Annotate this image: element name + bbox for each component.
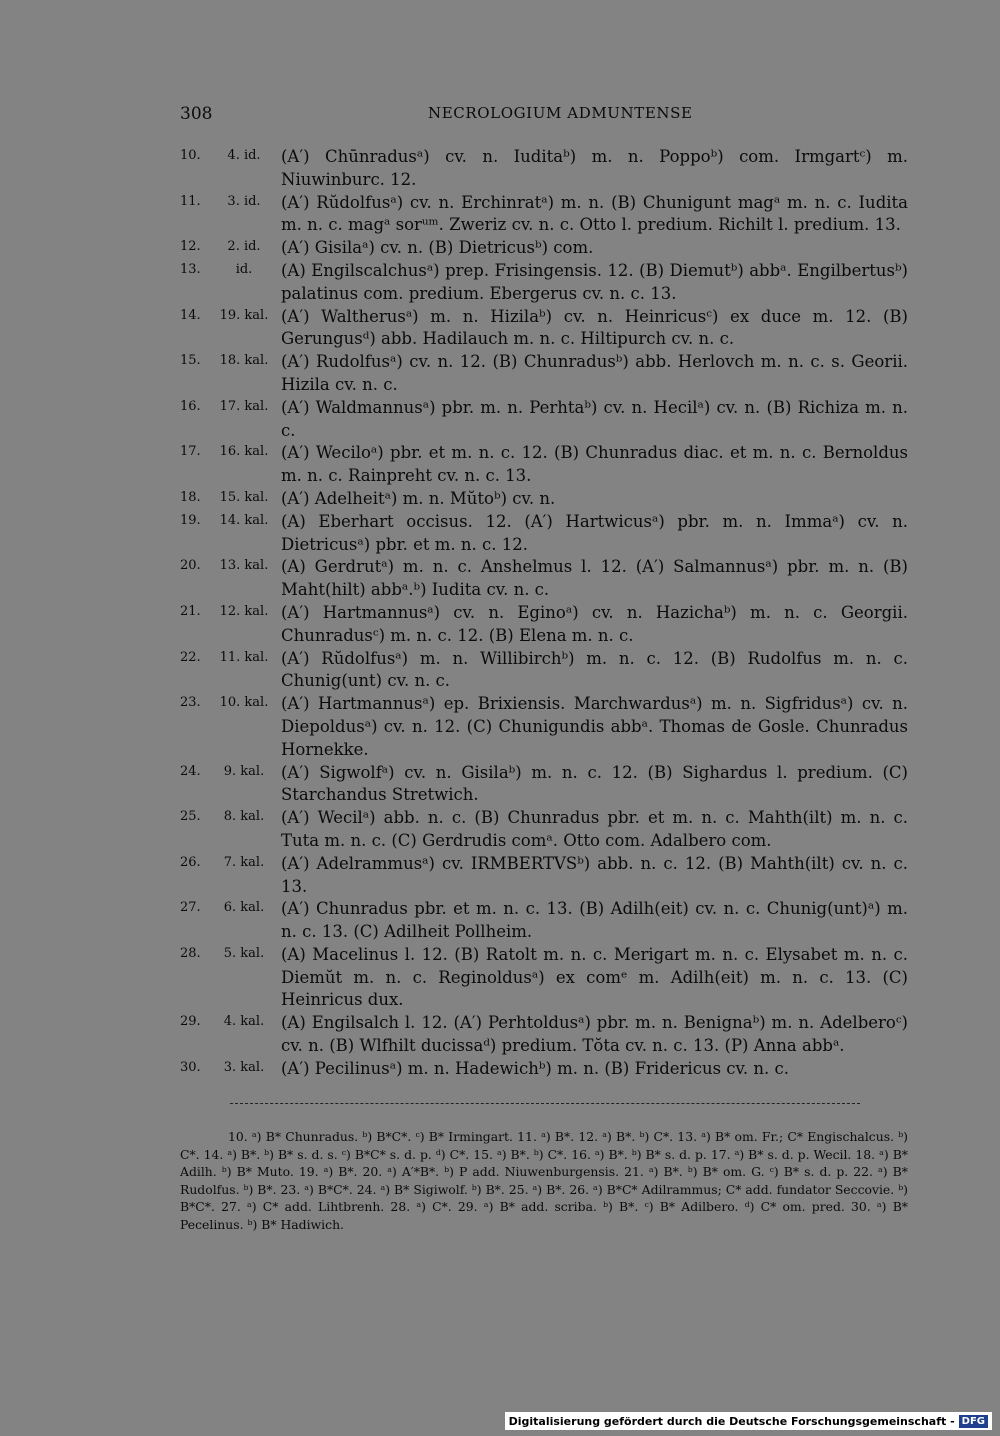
entry-roman-date: 14. kal. [219, 512, 269, 528]
entry-text: (A′) Rŭdolfusᵃ) cv. n. Erchinratᵃ) m. n. (B) Chunigunt magᵃ m. n. c. Iudita m. n. c. magᵃ sorᵘᵐ. Zweriz cv. n. c. Otto l. predium. Richilt l. predium. 13. [281, 192, 908, 235]
entry-row [180, 192, 908, 238]
entry-text: (A′) Rudolfusᵃ) cv. n. 12. (B) Chunradusᵇ) abb. Herlovch m. n. c. s. Georii. Hizila cv. n. c. [281, 352, 908, 394]
entry-roman-date: 17. kal. [219, 398, 269, 414]
entry-roman-date: id. [235, 261, 253, 277]
entry-row [180, 762, 908, 808]
footnote-paragraph: 10. ᵃ) B* Chunradus. ᵇ) B*C*. ᶜ) B* Irmingart. 11. ᵃ) B*. 12. ᵃ) B*. ᵇ) C*. 13. ᵃ) B* om. Fr.; C* Engischalcus. ᵇ) C*. 14. ᵃ) B*. ᵇ) B* s. d. s. ᶜ) B*C* s. d. p. ᵈ) C*. 15. ᵃ) B*. ᵇ) C*. 16. ᵃ) B*. ᵇ) B* s. d. p. 17. ᵃ) B* s. d. p. Wecil. 18. ᵃ) B* Adilh. ᵇ) B* Muto. 19. ᵃ) B*. 20. ᵃ) A′*B*. ᵇ) P add. Niuwenburgensis. 21. ᵃ) B*. ᵇ) B* om. G. ᶜ) B* s. d. p. 22. ᵃ) B* Rudolfus. ᵇ) B*. 23. ᵃ) B*C*. 24. ᵃ) B* Sigiwolf. ᵇ) B*. 25. ᵃ) B*. 26. ᵃ) B*C* Adilrammus; C* add. fundator Seccovie. ᵇ) B*C*. 27. ᵃ) C* add. Lihtbrenh. 28. ᵃ) C*. 29. ᵃ) B* add. scriba. ᵇ) B*. ᶜ) B* Adilbero. ᵈ) C* om. pred. 30. ᵃ) B* Pecelinus. ᵇ) B* Hadiwich. [180, 1129, 908, 1232]
entry-row [180, 511, 908, 557]
entry-day-number: 28. [180, 945, 201, 961]
entry-row [180, 351, 908, 397]
entry-text: (A′) Wecilᵃ) abb. n. c. (B) Chunradus pbr. et m. n. c. Mahth(ilt) m. n. c. Tuta m. n. c. (C) Gerdrudis comᵃ. Otto com. Adalbero com. [281, 808, 908, 850]
entry-roman-date: 3. kal. [223, 1059, 265, 1075]
entry-roman-date: 7. kal. [223, 854, 265, 870]
entry-row [180, 260, 908, 306]
necrology-entries [180, 146, 908, 1081]
entry-text: (A) Engilscalchusᵃ) prep. Frisingensis. 12. (B) Diemutᵇ) abbᵃ. Engilbertusᵇ) palatinus com. predium. Ebergerus cv. n. c. 13. [281, 260, 908, 303]
entry-text: (A′) Hartmannusᵃ) cv. n. Eginoᵃ) cv. n. Hazichaᵇ) m. n. c. Georgii. Chunradusᶜ) m. n. c. 12. (B) Elena m. n. c. [281, 602, 908, 645]
entry-day-number: 11. [180, 193, 201, 209]
entry-roman-date: 4. kal. [223, 1014, 265, 1030]
entry-row [180, 853, 908, 899]
entry-day-number: 10. [180, 148, 201, 163]
entry-roman-date: 13. kal. [219, 558, 269, 574]
entry-row [180, 944, 908, 1012]
entry-roman-date: 3. id. [227, 193, 261, 209]
entry-text: (A) Eberhart occisus. 12. (A′) Hartwicusᵃ) pbr. m. n. Immaᵃ) cv. n. Dietricusᵃ) pbr. et m. n. c. 12. [281, 511, 908, 554]
entry-day-number: 22. [180, 649, 201, 665]
entry-text: (A′) Weciloᵃ) pbr. et m. n. c. 12. (B) Chunradus diac. et m. n. c. Bernoldus m. n. c. Rainpreht cv. n. c. 13. [281, 443, 908, 486]
footer-credit[interactable] [505, 1412, 992, 1430]
entry-roman-date: 15. kal. [219, 489, 269, 505]
entry-roman-date: 8. kal. [223, 809, 265, 825]
entry-row [180, 237, 908, 260]
entry-roman-date: 10. kal. [219, 695, 269, 711]
entry-row [180, 693, 908, 761]
entry-text: (A) Gerdrutᵃ) m. n. c. Anshelmus l. 12. (A′) Salmannusᵃ) pbr. m. n. (B) Maht(hilt) abbᵃ.ᵇ) Iudita cv. n. c. [281, 557, 908, 600]
entry-day-number: 29. [180, 1014, 201, 1030]
entry-day-number: 21. [180, 603, 201, 619]
entry-roman-date: 5. kal. [223, 945, 265, 961]
entry-day-number: 12. [180, 239, 201, 255]
entry-day-number: 20. [180, 558, 201, 574]
entry-text: (A′) Adelrammusᵃ) cv. IRMBERTVSᵇ) abb. n. c. 12. (B) Mahth(ilt) cv. n. c. 13. [281, 853, 908, 896]
entry-text: (A) Macelinus l. 12. (B) Ratolt m. n. c. Merigart m. n. c. Elysabet m. n. c. Diemŭt m. n. c. Reginoldusᵃ) ex comᵉ m. Adilh(eit) m. n. c. 13. (C) Heinricus dux. [281, 944, 908, 1010]
page-number: 308 [180, 104, 213, 124]
entry-day-number: 16. [180, 398, 201, 414]
entry-row [180, 306, 908, 352]
entry-roman-date: 6. kal. [223, 900, 265, 916]
entry-row [180, 146, 908, 192]
entry-day-number: 18. [180, 489, 201, 505]
entry-day-number: 30. [180, 1059, 201, 1075]
entry-row [180, 397, 908, 443]
entry-row [180, 1058, 908, 1081]
entry-row [180, 442, 908, 488]
entry-day-number: 13. [180, 261, 201, 277]
entry-day-number: 25. [180, 809, 201, 825]
entry-day-number: 15. [180, 353, 201, 369]
footer-credit-text: Digitalisierung gefördert durch die Deutsche Forschungsgemeinschaft - [508, 1414, 955, 1428]
entry-text: (A′) Sigwolfᵃ) cv. n. Gisilaᵇ) m. n. c. 12. (B) Sighardus l. predium. (C) Starchandus Stretwich. [281, 762, 908, 805]
entry-text: (A′) Chūnradusᵃ) cv. n. Iuditaᵇ) m. n. Poppoᵇ) com. Irmgartᶜ) m. Niuwinburc. 12. [281, 147, 908, 189]
entry-text: (A′) Rŭdolfusᵃ) m. n. Willibirchᵇ) m. n. c. 12. (B) Rudolfus m. n. c. Chunig(unt) cv. n. c. [281, 648, 908, 691]
entry-text: (A′) Waltherusᵃ) m. n. Hizilaᵇ) cv. n. Heinricusᶜ) ex duce m. 12. (B) Gerungusᵈ) abb. Hadilauch m. n. c. Hiltipurch cv. n. c. [281, 306, 908, 349]
entry-row [180, 898, 908, 944]
entry-day-number: 14. [180, 307, 201, 323]
entry-row [180, 556, 908, 602]
entry-roman-date: 4. id. [227, 148, 261, 163]
entry-row [180, 807, 908, 853]
entry-text: (A′) Adelheitᵃ) m. n. Mŭtoᵇ) cv. n. [281, 488, 556, 508]
entry-row [180, 648, 908, 694]
footnote-divider [230, 1103, 860, 1104]
entry-roman-date: 12. kal. [219, 603, 269, 619]
running-header [180, 104, 905, 126]
entry-text: (A′) Pecilinusᵃ) m. n. Hadewichᵇ) m. n. (B) Fridericus cv. n. c. [281, 1058, 789, 1078]
entry-row [180, 1012, 908, 1058]
entry-day-number: 19. [180, 512, 201, 528]
entry-text: (A′) Waldmannusᵃ) pbr. m. n. Perhtaᵇ) cv. n. Hecilᵃ) cv. n. (B) Richiza m. n. c. [281, 397, 908, 440]
entry-roman-date: 18. kal. [219, 353, 269, 369]
footnotes [180, 1128, 908, 1234]
entry-day-number: 26. [180, 854, 201, 870]
running-title: NECROLOGIUM ADMUNTENSE [428, 104, 693, 122]
entry-roman-date: 19. kal. [219, 307, 269, 323]
entry-row [180, 602, 908, 648]
entry-row [180, 488, 908, 511]
entry-day-number: 17. [180, 444, 201, 460]
entry-text: (A) Engilsalch l. 12. (A′) Perhtoldusᵃ) pbr. m. n. Benignaᵇ) m. n. Adelberoᶜ) cv. n. (B) Wlfhilt ducissaᵈ) predium. Tŏta cv. n. c. 13. (P) Anna abbᵃ. [281, 1013, 908, 1056]
entry-text: (A′) Chunradus pbr. et m. n. c. 13. (B) Adilh(eit) cv. n. c. Chunig(unt)ᵃ) m. n. c. 13. (C) Adilheit Pollheim. [281, 899, 908, 942]
entry-text: (A′) Gisilaᵃ) cv. n. (B) Dietricusᵇ) com. [281, 238, 594, 258]
entry-day-number: 24. [180, 763, 201, 779]
entry-day-number: 23. [180, 695, 201, 711]
entry-roman-date: 9. kal. [223, 763, 265, 779]
entry-roman-date: 11. kal. [219, 649, 269, 665]
dfg-logo: DFG [959, 1415, 988, 1428]
entry-day-number: 27. [180, 900, 201, 916]
entry-text: (A′) Hartmannusᵃ) ep. Brixiensis. Marchwardusᵃ) m. n. Sigfridusᵃ) cv. n. Diepoldusᵃ) cv. n. 12. (C) Chunigundis abbᵃ. Thomas de Gosle. Chunradus Hornekke. [281, 694, 908, 759]
entry-roman-date: 2. id. [227, 239, 261, 255]
entry-roman-date: 16. kal. [219, 444, 269, 460]
